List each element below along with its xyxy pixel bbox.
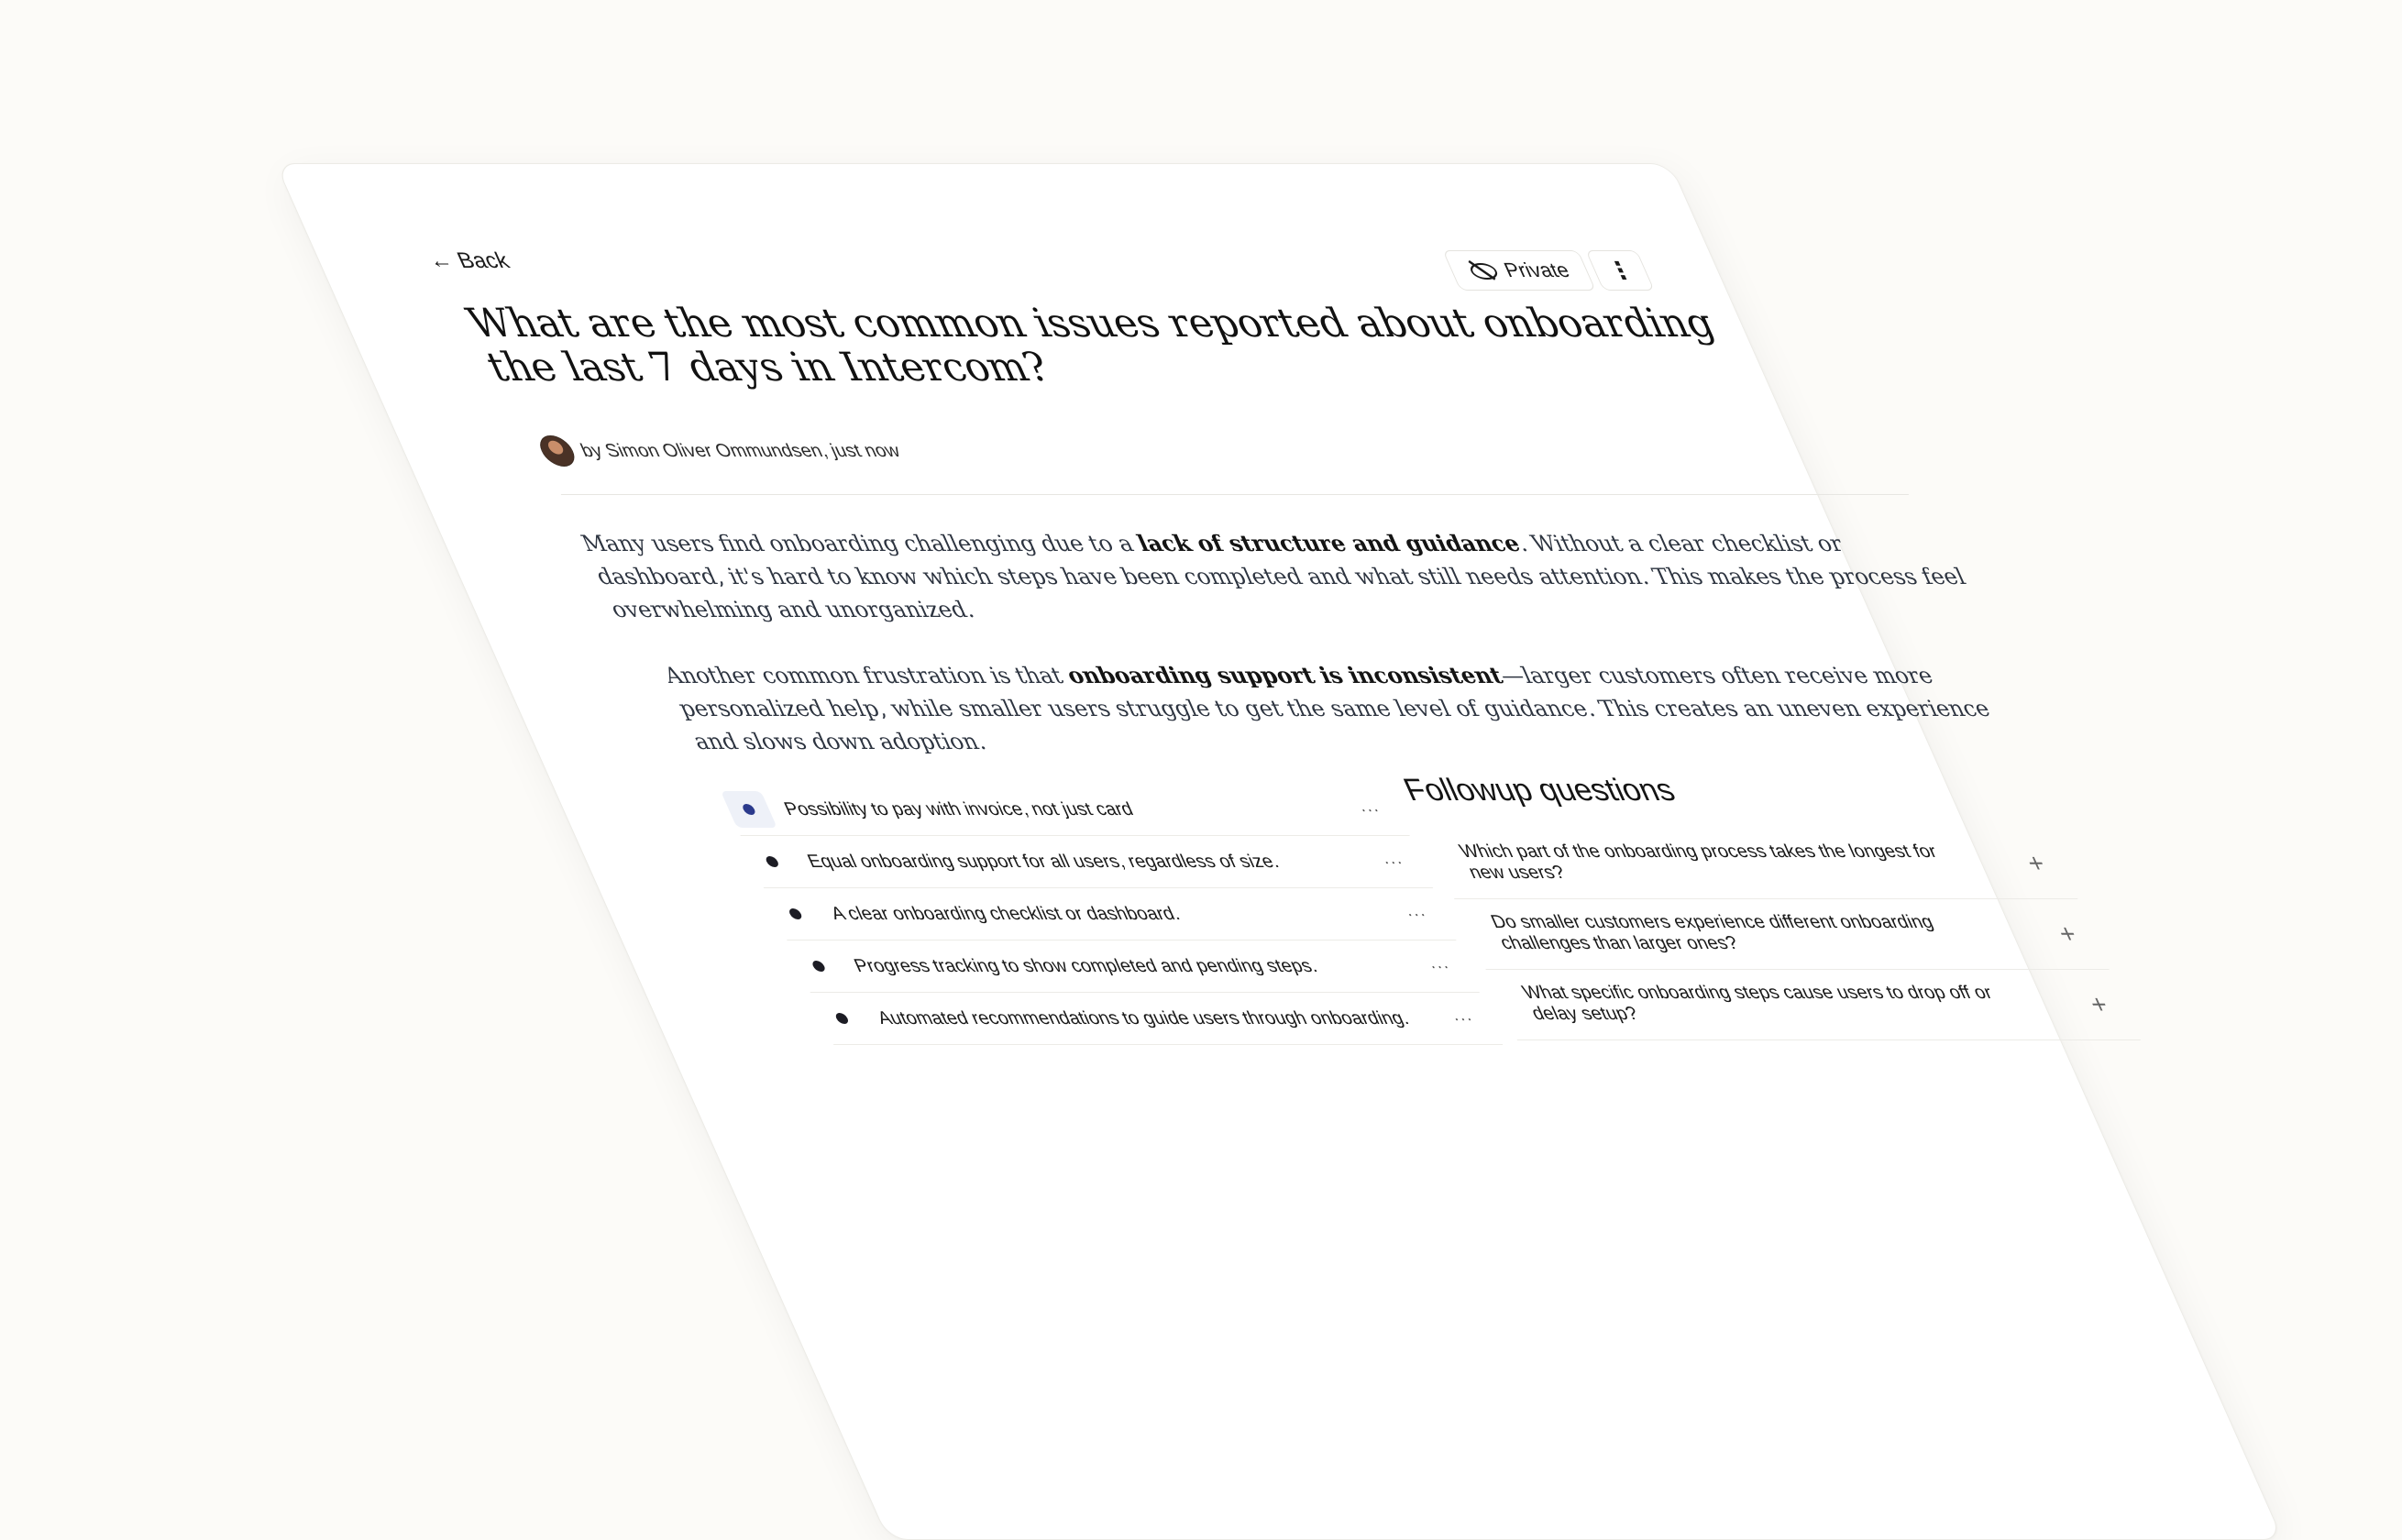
list-item[interactable]: Automated recommendations to guide users through onboarding. ···: [810, 993, 1503, 1045]
issue-list: [717, 784, 1503, 1045]
header-actions: [1442, 250, 1655, 291]
avatar: [534, 435, 579, 467]
bullet-icon: [790, 948, 847, 984]
byline: [534, 435, 906, 467]
more-icon[interactable]: ···: [1379, 852, 1407, 871]
followup-section: [1398, 773, 2141, 1040]
author-text: by Simon Oliver Ommundsen, just now: [577, 440, 904, 461]
more-icon[interactable]: ···: [1403, 905, 1431, 923]
eye-off-icon: [1465, 261, 1501, 280]
private-button[interactable]: [1442, 250, 1596, 291]
plus-icon[interactable]: +: [2085, 989, 2113, 1018]
plus-icon[interactable]: +: [2053, 918, 2081, 948]
list-item[interactable]: Equal onboarding support for all users, regardless of size. ···: [741, 836, 1433, 888]
more-icon[interactable]: ···: [1449, 1009, 1477, 1028]
bullet-icon: [744, 843, 800, 880]
list-item[interactable]: A clear onboarding checklist or dashboard. ···: [764, 888, 1456, 940]
answer-paragraph-1: Many users find onboarding challenging due to a lack of structure and guidance. Without a clear checklist or dashboard, it's hard to know which steps have been completed and what still needs attention. This makes the process feel overwhelming and unorganized.: [577, 530, 1970, 622]
private-label: Private: [1500, 258, 1573, 281]
followup-question[interactable]: Do smaller customers experience different onboarding challenges than larger ones? +: [1455, 899, 2110, 970]
more-icon[interactable]: ···: [1426, 957, 1454, 975]
followup-question[interactable]: Which part of the onboarding process takes the longest for new users? +: [1423, 829, 2077, 899]
emphasis: onboarding support is inconsistent: [1062, 662, 1507, 688]
more-options-button[interactable]: ⋮: [1586, 250, 1656, 291]
followup-heading: Followup questions: [1398, 773, 1681, 808]
answer-card: [275, 163, 2284, 1540]
answer-paragraph-2: Another common frustration is that onboarding support is inconsistent—larger customers often receive more personalized help, while smaller users struggle to get the same level of guidance. This creates an uneven experience and slows down adoption.: [659, 662, 1995, 754]
plus-icon[interactable]: +: [2022, 848, 2050, 877]
list-item[interactable]: Progress tracking to show completed and pending steps. ···: [788, 940, 1480, 993]
arrow-left-icon: ←: [424, 248, 457, 273]
bullet-icon: [813, 1000, 870, 1037]
list-item[interactable]: Possibility to pay with invoice, not just card ···: [717, 784, 1409, 836]
back-label: Back: [453, 248, 513, 273]
back-button[interactable]: [424, 248, 513, 274]
answer-body: [576, 527, 2068, 791]
bullet-icon: [767, 896, 824, 932]
bullet-icon: [721, 791, 777, 828]
followup-question[interactable]: What specific onboarding steps cause users to drop off or delay setup? +: [1486, 970, 2141, 1040]
page-title: What are the most common issues reported about onboarding the last 7 days in Intercom?: [459, 301, 1723, 390]
emphasis: lack of structure and guidance: [1132, 530, 1525, 556]
divider: [561, 494, 1909, 495]
more-icon[interactable]: ···: [1356, 800, 1384, 819]
